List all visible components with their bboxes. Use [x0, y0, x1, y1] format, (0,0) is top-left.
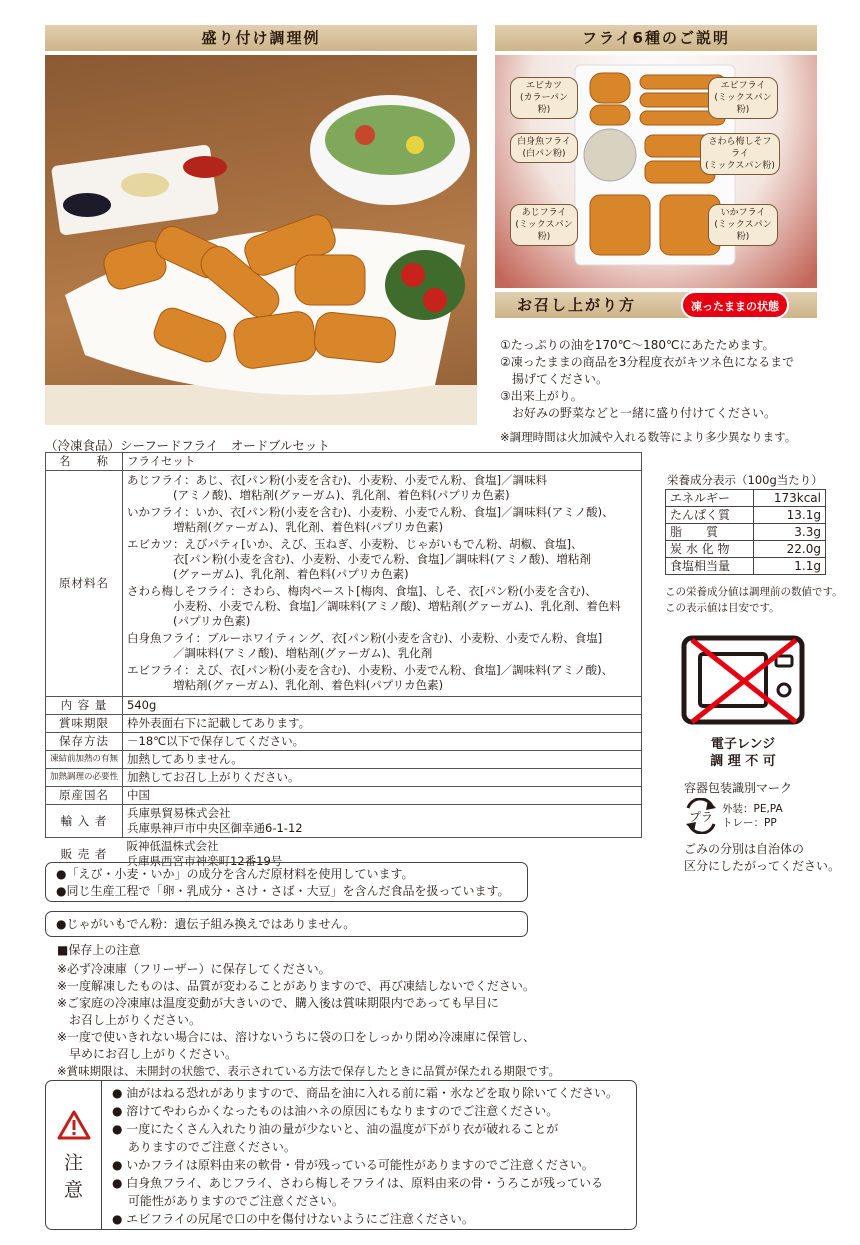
- name-value: フライセット: [123, 453, 642, 471]
- nutrition-value: 3.3g: [754, 524, 826, 541]
- storage-line: ※賞味期限は、未開封の状態で、表示されている方法で保存したときに品質が保たれる期限です。: [57, 1064, 560, 1078]
- caution-line: ありますのでご注意ください。: [112, 1140, 296, 1154]
- content-key: 内 容 量: [46, 697, 123, 715]
- storage-title: ■保存上の注意: [57, 943, 141, 957]
- ingredient-line: 白身魚フライ：ブルーホワイティング、衣[パン粉(小麦を含む)、小麦粉、小麦でん粉、食塩]: [127, 631, 603, 645]
- nutrition-key: 炭 水 化 物: [666, 541, 754, 558]
- ingredient-line: (パプリカ色素): [173, 614, 251, 628]
- step-2-cont: 揚げてください。: [512, 372, 609, 386]
- nutrition-value: 22.0g: [754, 541, 826, 558]
- recycle-note-1: ごみの分別は自治体の: [684, 842, 805, 856]
- fry-label-ebifry: エビフライ (ミックスパン粉): [708, 77, 778, 119]
- ingredient-entry: [127, 663, 637, 693]
- caution-box: [45, 1080, 637, 1230]
- seller-key: 販 売 者: [60, 846, 108, 861]
- importer-value: 兵庫県貿易株式会社 兵庫県神戸市中央区御幸通6-1-12: [123, 805, 642, 838]
- step-3: ③出来上がり。: [500, 389, 583, 403]
- ingredient-line: いかフライ：いか、衣[パン粉(小麦を含む)、小麦粉、小麦でん粉、食塩]／調味料(アミノ酸)、: [127, 505, 614, 519]
- importer-key: 輸 入 者: [46, 805, 123, 838]
- nutrition-note-2: この表示値は目安です。: [665, 602, 780, 614]
- allergy-line: ●同じ生産工程で「卵・乳成分・さけ・さば・大豆」を含んだ食品を扱っています。: [56, 884, 510, 898]
- svg-text:プラ: プラ: [688, 810, 714, 824]
- fry-label-shiromi: 白身魚フライ (白パン粉): [510, 133, 578, 163]
- step-3-cont: お好みの野菜などと一緒に盛り付けてください。: [512, 406, 777, 420]
- serving-photo: [45, 55, 477, 425]
- allergy-line: ●「えび・小麦・いか」の成分を含んだ原材料を使用しています。: [56, 867, 414, 881]
- fry-label-ika: いかフライ (ミックスパン粉): [708, 204, 778, 246]
- frozen-badge: 凍ったままの状態: [681, 291, 789, 319]
- serving-illustration: [45, 55, 477, 425]
- nutrition-value: 1.1g: [754, 558, 826, 575]
- ingredient-entry: [127, 473, 637, 503]
- recycle-tray: トレー：PP: [722, 817, 777, 829]
- nutrition-title: 栄養成分表示（100g当たり）: [667, 473, 823, 487]
- ingredient-line: (アミノ酸)、増粘剤(グァーガム)、乳化剤、着色料(パプリカ色素): [173, 488, 510, 502]
- ingredient-line: (グァーガム)、乳化剤、着色料(パプリカ色素): [173, 567, 409, 581]
- ingredient-line: エビフライ：えび、衣[パン粉(小麦を含む)、小麦粉、小麦でん粉、食塩]／調味料(アミノ酸)、: [127, 663, 614, 677]
- cook-need-key: 加熱調理の必要性: [46, 769, 123, 787]
- recycle-note-2: 区分にしたがってください。: [684, 859, 841, 873]
- nutrition-key: エネルギー: [666, 490, 754, 507]
- caution-line: ● 一度にたくさん入れたり油の量が少ないと、油の温度が下がり衣が破れることが: [112, 1122, 559, 1136]
- caution-line: ● いかフライは原料由来の軟骨・骨が残っている可能性がありますのでご注意ください。: [112, 1158, 594, 1172]
- origin-key: 原産国名: [46, 787, 123, 805]
- storage-line: お召し上がりください。: [57, 1013, 202, 1027]
- caution-line: ● エビフライの尻尾で口の中を傷付けないようにご注意ください。: [112, 1212, 474, 1226]
- ingredient-entry: [127, 631, 637, 661]
- gmo-box: ●じゃがいもでん粉：遺伝子組み換えではありません。: [45, 911, 528, 937]
- recycle-outer: 外装：PE,PA: [722, 803, 783, 815]
- step-2: ②凍ったままの商品を3分程度衣がキツネ色になるまで: [500, 355, 795, 369]
- nutrition-key: 食塩相当量: [666, 558, 754, 575]
- caution-line: ● 白身魚フライ、あじフライ、さわら梅しそフライは、原料由来の骨・うろこが残っている: [112, 1176, 604, 1190]
- nutrition-key: たんぱく質: [666, 507, 754, 524]
- storage-line: ※一度で使いきれない場合には、溶けないうちに袋の口をしっかり閉め冷凍庫に保管し、: [57, 1030, 536, 1044]
- best-before-key: 賞味期限: [46, 715, 123, 733]
- storage-line: ※一度解凍したものは、品質が変わることがありますので、再び凍結しないでください。: [57, 979, 535, 993]
- allergy-box: [45, 862, 528, 902]
- product-title: （冷凍食品）シーフードフライ オードブルセット: [45, 438, 330, 453]
- ingredient-line: 増粘剤(グァーガム)、乳化剤、着色料(パプリカ色素): [173, 678, 444, 692]
- storage-line: ※必ず冷凍庫（フリーザー）に保存してください。: [57, 962, 331, 976]
- fry-label-aji: あじフライ (ミックスパン粉): [510, 204, 578, 246]
- nutrition-key: 脂 質: [666, 524, 754, 541]
- ingredient-line: 衣[パン粉(小麦を含む)、小麦粉、小麦でん粉、食塩]／調味料(アミノ酸)、増粘剤: [173, 552, 591, 566]
- storage-key: 保存方法: [46, 733, 123, 751]
- cooking-time-note: ※調理時間は火加減や入れる数等により多少異なります。: [500, 430, 797, 444]
- caution-side: [46, 1081, 102, 1229]
- ingredients-cell: [123, 471, 642, 697]
- cook-need-value: 加熱してお召し上がりください。: [123, 769, 642, 787]
- fry-label-ebikatsu: エビカツ (カラーパン粉): [510, 77, 578, 119]
- nutrition-table: [665, 489, 826, 575]
- ingredient-line: あじフライ：あじ、衣[パン粉(小麦を含む)、小麦粉、小麦でん粉、食塩]／調味料: [127, 473, 548, 487]
- preheat-value: 加熱してありません。: [123, 751, 642, 769]
- ingredients-key: 原材料名: [46, 471, 123, 697]
- serving-header: 盛り付け調理例: [45, 25, 477, 51]
- nutrition-value: 173kcal: [754, 490, 826, 507]
- storage-line: 早めにお召し上がりください。: [57, 1047, 238, 1061]
- ingredient-entry: [127, 505, 637, 535]
- microwave-text-1: 電子レンジ: [710, 737, 776, 752]
- best-before-value: 枠外表面右下に記載してあります。: [123, 715, 642, 733]
- caution-line: 可能性がありますのでご注意ください。: [112, 1194, 344, 1208]
- nutrition-note-1: この栄養成分値は調理前の数値です。: [665, 586, 843, 598]
- ingredient-entry: [127, 537, 637, 582]
- howto-header: お召し上がり方: [495, 292, 817, 318]
- content-value: 540g: [123, 697, 642, 715]
- plastic-recycle-icon: [684, 798, 718, 834]
- name-key: 名 称: [46, 453, 123, 471]
- ingredient-line: 小麦粉、小麦でん粉、食塩]／調味料(アミノ酸)、増粘剤(グァーガム)、乳化剤、着色料: [173, 599, 621, 613]
- ingredient-entry: [127, 584, 637, 629]
- ingredient-line: ／調味料(アミノ酸)、増粘剤(グァーガム)、乳化剤: [173, 646, 433, 660]
- step-1: ①たっぷりの油を170℃～180℃にあたためます。: [500, 338, 775, 352]
- seller-value: 阪神低温株式会社 兵庫県西宮市神楽町12番19号: [126, 839, 283, 868]
- warning-icon: [57, 1109, 91, 1141]
- caution-line: ● 溶けてやわらかくなったものは油ハネの原因にもなりますのでご注意ください。: [112, 1104, 559, 1118]
- microwave-prohibited-icon: [678, 630, 808, 730]
- ingredient-line: エビカツ：えびパティ[いか、えび、玉ねぎ、小麦粉、じゃがいもでん粉、胡椒、食塩]、: [127, 537, 583, 551]
- origin-value: 中国: [123, 787, 642, 805]
- microwave-text-2: 調 理 不 可: [710, 754, 776, 769]
- caution-label-1: 注: [63, 1152, 83, 1174]
- caution-line: ● 油がはねる恐れがありますので、商品を油に入れる前に霜・氷などを取り除いてください。: [112, 1086, 619, 1100]
- preheat-key: 凍結前加熱の有無: [46, 751, 123, 769]
- six-types-header: フライ6種のご説明: [495, 25, 817, 51]
- storage-value: －18℃以下で保存してください。: [123, 733, 642, 751]
- recycle-title: 容器包装識別マーク: [684, 781, 793, 795]
- label-table: [45, 452, 642, 870]
- ingredient-line: 増粘剤(グァーガム)、乳化剤、着色料(パプリカ色素): [173, 520, 444, 534]
- nutrition-value: 13.1g: [754, 507, 826, 524]
- fry-label-sawara: さわら梅しそフライ (ミックスパン粉): [700, 133, 780, 175]
- ingredient-line: さわら梅しそフライ：さわら、梅肉ペースト[梅肉、食塩]、しそ、衣[パン粉(小麦を含む)、: [127, 584, 597, 598]
- caution-label-2: 意: [63, 1179, 83, 1201]
- storage-line: ※ご家庭の冷凍庫は温度変動が大きいので、購入後は賞味期限内であっても早目に: [57, 996, 499, 1010]
